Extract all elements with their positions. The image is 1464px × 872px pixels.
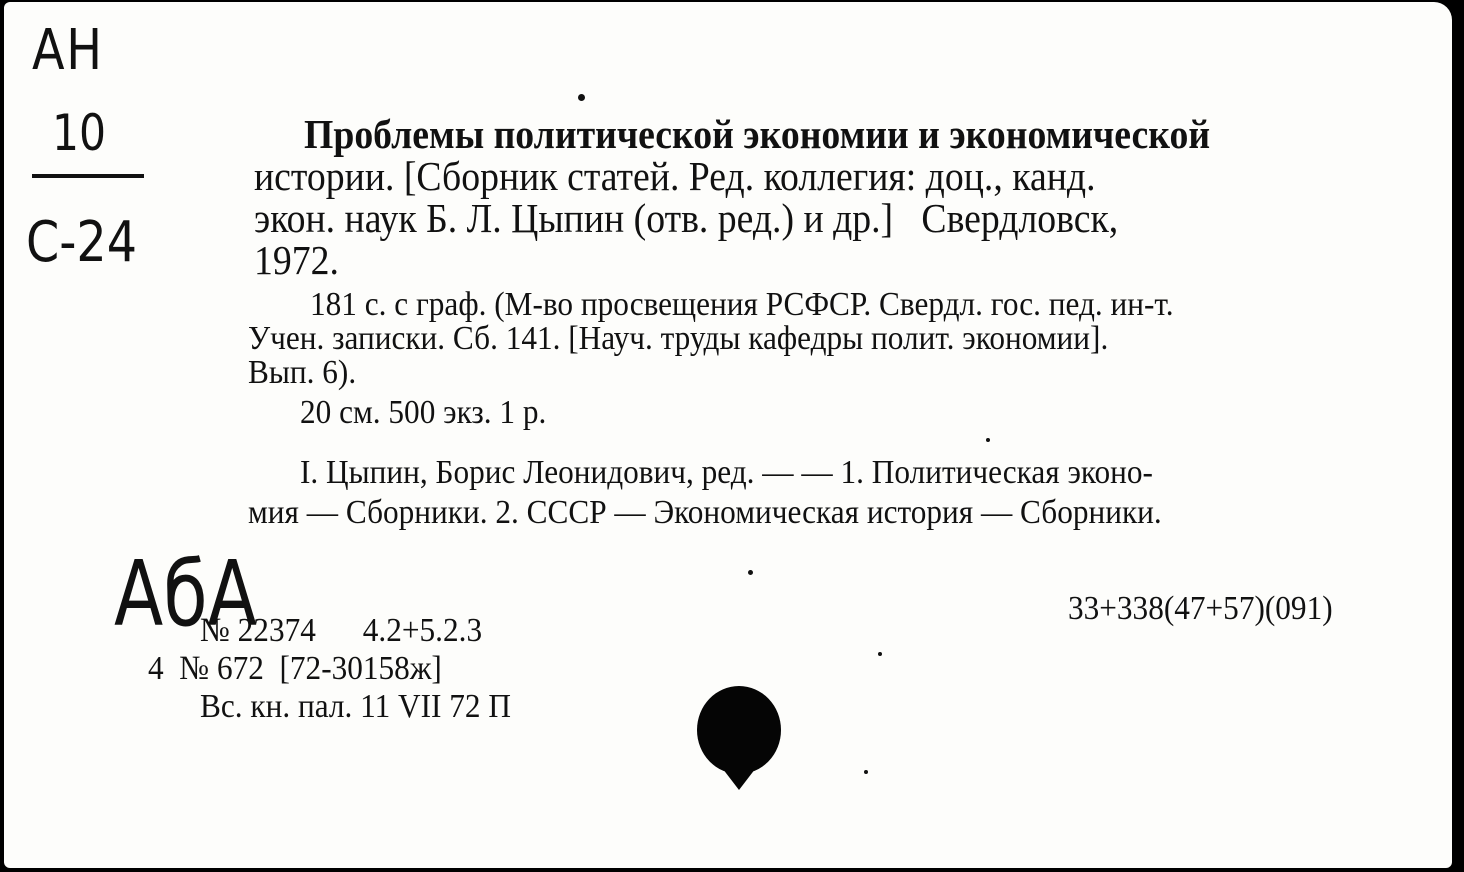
ink-blot bbox=[694, 682, 784, 792]
record-line-1: № 22374 4.2+5.2.3 bbox=[200, 612, 483, 649]
record-line-3: Вс. кн. пал. 11 VII 72 П bbox=[200, 688, 511, 725]
speck bbox=[864, 770, 868, 774]
handwritten-shelf-top: АН bbox=[32, 18, 104, 83]
description-line-3: Вып. 6). bbox=[248, 354, 357, 391]
description-line-2: Учен. записки. Сб. 141. [Науч. труды кафедры полит. экономии]. bbox=[248, 320, 1109, 357]
tracing-line-2: мия — Сборники. 2. СССР — Экономическая история — Сборники. bbox=[248, 494, 1162, 531]
description-line-1: 181 с. с граф. (М-во просвещения РСФСР. Свердл. гос. пед. ин-т. bbox=[310, 286, 1174, 323]
speck bbox=[878, 652, 882, 656]
record-line-2: 4 № 672 [72-30158ж] bbox=[148, 650, 442, 687]
description-line-4: 20 см. 500 экз. 1 р. bbox=[300, 394, 547, 431]
catalog-card bbox=[4, 2, 1452, 868]
handwritten-mark: АбА bbox=[114, 542, 257, 647]
title-line-4: 1972. bbox=[254, 237, 339, 283]
handwritten-shelf-number: 10 bbox=[52, 104, 107, 162]
speck bbox=[578, 94, 585, 101]
title-line-3: экон. наук Б. Л. Цыпин (отв. ред.) и др.] Свердловск, bbox=[254, 195, 1119, 241]
tracing-line-1: I. Цыпин, Борис Леонидович, ред. — — 1. Политическая эконо- bbox=[300, 454, 1153, 491]
handwritten-shelf-code: С-24 bbox=[26, 210, 137, 275]
classification-index: 33+338(47+57)(091) bbox=[1068, 590, 1333, 627]
handwritten-rule bbox=[32, 174, 144, 178]
speck bbox=[748, 570, 753, 575]
speck bbox=[986, 438, 990, 442]
title-line-1: Проблемы политической экономии и экономической bbox=[304, 111, 1211, 157]
title-line-2: истории. [Сборник статей. Ред. коллегия: доц., канд. bbox=[254, 153, 1096, 199]
